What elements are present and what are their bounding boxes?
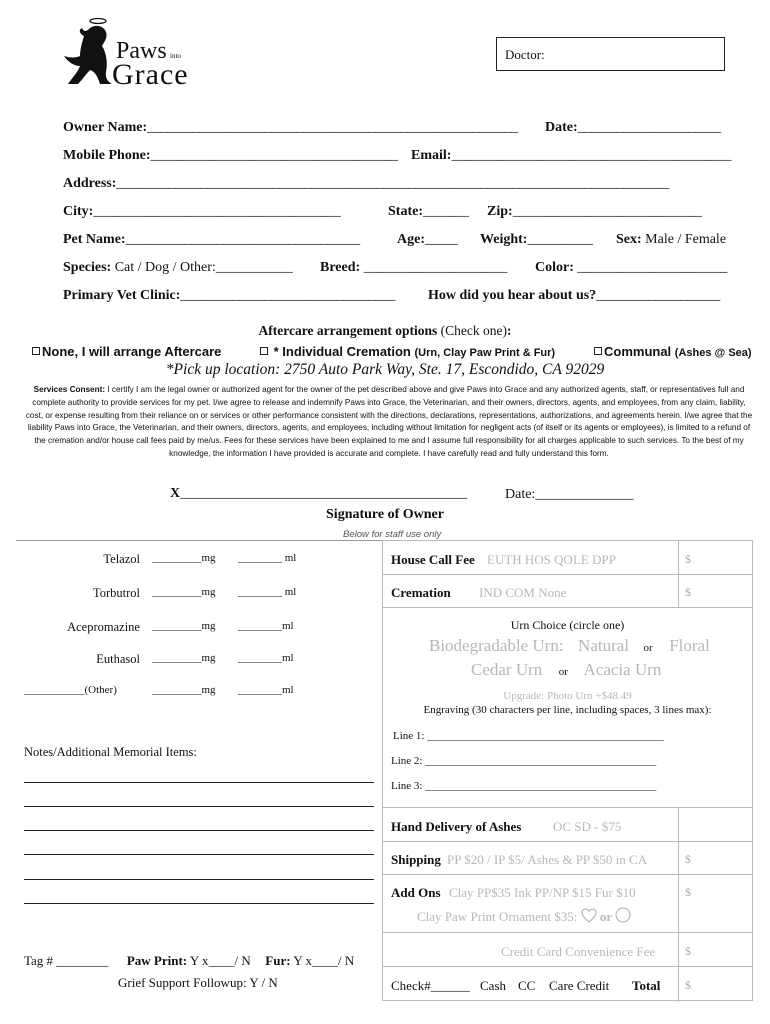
age-label: Age: bbox=[397, 232, 425, 247]
address-row bbox=[63, 176, 669, 192]
breed-input[interactable]: ______________________ bbox=[363, 260, 507, 275]
option-none[interactable] bbox=[32, 344, 221, 359]
addons-label: Add Ons bbox=[391, 885, 441, 900]
option-individual[interactable] bbox=[260, 344, 555, 359]
fur-options[interactable]: Y x____/ N bbox=[293, 953, 355, 968]
credit-card-fee-label: Credit Card Convenience Fee bbox=[501, 944, 656, 959]
doctor-field[interactable] bbox=[496, 37, 725, 71]
natural-option[interactable]: Natural bbox=[578, 636, 630, 655]
drug-ml-input[interactable]: ________ml bbox=[238, 620, 294, 632]
sex-label: Sex: bbox=[616, 232, 642, 247]
drug-row bbox=[0, 620, 370, 640]
weight-input[interactable]: __________ bbox=[527, 232, 593, 247]
sex-row bbox=[616, 232, 726, 248]
house-call-label: House Call Fee bbox=[391, 552, 475, 567]
pet-name-row bbox=[63, 232, 360, 248]
species-row bbox=[63, 260, 293, 276]
credit-card-fee-amount[interactable]: $ bbox=[685, 944, 691, 958]
drug-ml-input[interactable]: ________ml bbox=[238, 684, 294, 696]
drug-ml-input[interactable]: ________ml bbox=[238, 652, 294, 664]
care-credit-option[interactable]: Care Credit bbox=[549, 978, 610, 993]
house-call-amount[interactable]: $ bbox=[685, 552, 691, 566]
cash-option[interactable]: Cash bbox=[480, 978, 506, 993]
shipping-label: Shipping bbox=[391, 852, 441, 867]
sex-options[interactable]: Male / Female bbox=[645, 232, 727, 247]
city-row bbox=[63, 204, 340, 220]
table-row bbox=[383, 541, 752, 575]
date-row bbox=[545, 120, 721, 136]
grief-support-followup[interactable]: Grief Support Followup: Y / N bbox=[118, 975, 278, 990]
aftercare-title-colon: : bbox=[506, 323, 512, 338]
ornament-label: Clay Paw Print Ornament $35: bbox=[417, 909, 578, 924]
acacia-urn-option[interactable]: Acacia Urn bbox=[583, 660, 662, 679]
urn-line-1 bbox=[429, 636, 710, 656]
mobile-row bbox=[63, 148, 398, 164]
signature-blank[interactable]: _________________________________________ bbox=[180, 486, 468, 501]
logo-grace-text: Grace bbox=[112, 58, 189, 91]
engraving-line-1[interactable]: Line 1: ___________________________________________ bbox=[393, 730, 664, 742]
drug-row bbox=[0, 684, 370, 704]
photo-urn-upgrade[interactable]: Upgrade: Photo Urn +$48.49 bbox=[503, 690, 632, 702]
cc-option[interactable]: CC bbox=[518, 978, 536, 993]
color-label: Color: bbox=[535, 260, 574, 275]
state-input[interactable]: _______ bbox=[423, 204, 469, 219]
species-options[interactable]: Cat / Dog / Other:___________ bbox=[114, 260, 293, 275]
hand-delivery-options[interactable]: OC SD - $75 bbox=[553, 819, 622, 834]
heard-row bbox=[428, 288, 720, 304]
drug-ml-input[interactable]: ________ ml bbox=[238, 552, 297, 564]
table-row bbox=[383, 842, 752, 875]
paw-print-label: Paw Print: bbox=[126, 953, 188, 968]
drug-mg-input[interactable]: _________mg bbox=[152, 586, 216, 598]
biodegradable-urn-option[interactable]: Biodegradable Urn: bbox=[429, 636, 564, 655]
state-row bbox=[388, 204, 469, 220]
drug-name: Acepromazine bbox=[67, 620, 140, 634]
notes-line[interactable] bbox=[24, 806, 374, 807]
breed-row bbox=[320, 260, 507, 276]
floral-option[interactable]: Floral bbox=[669, 636, 710, 655]
drug-row bbox=[0, 552, 370, 572]
email-row bbox=[411, 148, 731, 164]
heard-label: How did you hear about us? bbox=[428, 288, 597, 303]
logo-paws-text: Paws bbox=[116, 38, 167, 64]
date-label: Date: bbox=[545, 120, 578, 135]
cremation-label: Cremation bbox=[391, 585, 451, 600]
pet-name-input[interactable]: ____________________________________ bbox=[125, 232, 360, 247]
urn-line-2 bbox=[471, 660, 661, 680]
primary-vet-label: Primary Vet Clinic: bbox=[63, 288, 181, 303]
shipping-amount[interactable]: $ bbox=[685, 852, 691, 866]
state-label: State: bbox=[388, 204, 423, 219]
species-label: Species: bbox=[63, 260, 112, 275]
signature-line[interactable] bbox=[170, 486, 467, 502]
notes-line[interactable] bbox=[24, 903, 374, 904]
drug-mg-input[interactable]: _________mg bbox=[152, 620, 216, 632]
drug-name: Euthasol bbox=[96, 652, 140, 666]
total-label: Total bbox=[632, 978, 661, 993]
circle-icon[interactable] bbox=[615, 907, 631, 923]
heart-icon[interactable] bbox=[581, 908, 597, 923]
city-label: City: bbox=[63, 204, 94, 219]
dog-angel-logo-icon bbox=[60, 16, 120, 88]
signature-of-owner-label: Signature of Owner bbox=[326, 507, 444, 522]
tag-row bbox=[24, 953, 354, 969]
signature-x: X bbox=[170, 486, 181, 501]
checkbox-individual[interactable] bbox=[260, 347, 268, 355]
drug-mg-input[interactable]: _________mg bbox=[152, 552, 216, 564]
drug-name: Telazol bbox=[103, 552, 140, 566]
option-individual-label: * Individual Cremation bbox=[273, 344, 411, 359]
heard-input[interactable]: ___________________ bbox=[596, 288, 720, 303]
address-input[interactable]: _____________________________________________________________________________________ bbox=[116, 176, 669, 191]
drug-mg-input[interactable]: _________mg bbox=[152, 684, 216, 696]
email-label: Email: bbox=[411, 148, 452, 163]
checkbox-none[interactable] bbox=[32, 347, 40, 355]
option-individual-sub: (Urn, Clay Paw Print & Fur) bbox=[414, 347, 556, 359]
aftercare-title-bold: Aftercare arrangement options bbox=[258, 323, 438, 338]
services-consent bbox=[24, 384, 754, 461]
drug-ml-input[interactable]: ________ ml bbox=[238, 586, 297, 598]
table-row bbox=[383, 933, 752, 967]
ornament-or: or bbox=[599, 909, 613, 924]
notes-label: Notes/Additional Memorial Items: bbox=[24, 745, 197, 759]
payment-row bbox=[383, 967, 752, 1001]
notes-line[interactable] bbox=[24, 854, 374, 855]
paws-into-grace-logo bbox=[60, 16, 200, 91]
notes-line[interactable] bbox=[24, 830, 374, 831]
drug-other-input[interactable]: ___________(Other) bbox=[24, 684, 117, 696]
consent-label: Services Consent: bbox=[33, 385, 106, 394]
check-number-input[interactable]: Check#______ bbox=[391, 978, 470, 993]
option-communal-sub: (Ashes @ Sea) bbox=[674, 347, 752, 359]
owner-name-input[interactable]: _________________________________________________________ bbox=[147, 120, 518, 135]
city-input[interactable]: ______________________________________ bbox=[93, 204, 341, 219]
urn-choice-label: Urn Choice (circle one) bbox=[510, 618, 625, 632]
owner-name-label: Owner Name: bbox=[63, 120, 148, 135]
owner-name-row bbox=[63, 120, 518, 136]
signature-date[interactable] bbox=[505, 487, 633, 503]
doctor-label: Doctor: bbox=[505, 47, 545, 62]
weight-label: Weight: bbox=[480, 232, 528, 247]
house-call-options[interactable]: EUTH HOS QOLE DPP bbox=[487, 552, 616, 567]
staff-use-label: Below for staff use only bbox=[343, 529, 442, 540]
ornament-row[interactable] bbox=[417, 907, 631, 925]
option-communal-label: Communal bbox=[604, 344, 672, 359]
engraving-line-2[interactable]: Line 2: __________________________________________ bbox=[391, 755, 657, 767]
table-row bbox=[383, 808, 752, 842]
primary-vet-row bbox=[63, 288, 395, 304]
checkbox-communal[interactable] bbox=[594, 347, 602, 355]
aftercare-title bbox=[0, 323, 770, 339]
cedar-urn-option[interactable]: Cedar Urn bbox=[471, 660, 543, 679]
zip-input[interactable]: _____________________________ bbox=[512, 204, 702, 219]
mobile-input[interactable]: ______________________________________ bbox=[150, 148, 398, 163]
notes-line[interactable] bbox=[24, 879, 374, 880]
tag-input[interactable]: Tag # ________ bbox=[24, 953, 109, 968]
urn-section bbox=[383, 608, 752, 808]
table-row bbox=[383, 875, 752, 933]
signature-date-blank[interactable]: ______________ bbox=[535, 487, 634, 502]
drug-name: Torbutrol bbox=[92, 586, 140, 600]
staff-fee-table bbox=[382, 540, 753, 1001]
engraving-instructions: Engraving (30 characters per line, including spaces, 3 lines max): bbox=[423, 704, 712, 716]
drug-row bbox=[0, 652, 370, 672]
addons-amount[interactable]: $ bbox=[685, 885, 691, 899]
drug-mg-input[interactable]: _________mg bbox=[152, 652, 216, 664]
weight-row bbox=[480, 232, 592, 248]
color-row bbox=[535, 260, 727, 276]
table-row bbox=[383, 575, 752, 608]
option-none-label: None, I will arrange Aftercare bbox=[42, 344, 222, 359]
age-input[interactable]: _____ bbox=[425, 232, 458, 247]
option-communal[interactable] bbox=[594, 344, 752, 359]
engraving-line-3[interactable]: Line 3: __________________________________________ bbox=[391, 780, 657, 792]
primary-vet-input[interactable]: _________________________________ bbox=[180, 288, 395, 303]
total-amount[interactable]: $ bbox=[685, 978, 691, 992]
email-input[interactable]: ___________________________________________ bbox=[451, 148, 731, 163]
cremation-amount[interactable]: $ bbox=[685, 585, 691, 599]
paw-print-options[interactable]: Y x____/ N bbox=[189, 953, 251, 968]
signature-date-label: Date: bbox=[505, 487, 536, 502]
pet-name-label: Pet Name: bbox=[63, 232, 126, 247]
shipping-options[interactable]: PP $20 / IP $5/ Ashes & PP $50 in CA bbox=[447, 852, 648, 867]
breed-label: Breed: bbox=[320, 260, 361, 275]
hand-delivery-label: Hand Delivery of Ashes bbox=[391, 819, 522, 834]
addons-options[interactable]: Clay PP$35 Ink PP/NP $15 Fur $10 bbox=[449, 885, 636, 900]
drug-row bbox=[0, 586, 370, 606]
cremation-options[interactable]: IND COM None bbox=[479, 585, 567, 600]
notes-line[interactable] bbox=[24, 782, 374, 783]
consent-text: I certify I am the legal owner or authorized agent for the owner of the pet described above and give Paws into Grace and any authorized agents, staff, or representatives full and complete authority to provide services for my pet. I/we agree to release and indemnify Paws into Grace, the Veterinarian, and their owners, directors, agents, and employees, from any claim, liability, cost, or expense resulting from their reliance on or services or other performance consistent with the directions, declarations, representations, authorizations, and agreements herein. I/we agree that the liability Paws into Grace, the Veterinarian, and their owners, directors, agents, and employees, including without limitation for negligent acts (of itself or its agents or employees), is limited to a refund of the cremation and/or house call fees paid by me/us. Fees for these services have been explained to me and I assume full responsibility for all charges applicable to such services. To the best of my knowledge, the information I have provided is accurate and complete. I have carefully read and fully understand this form. bbox=[25, 385, 753, 458]
urn-or-text: or bbox=[643, 642, 653, 654]
logo-into-text: into bbox=[170, 52, 181, 60]
fur-label: Fur: bbox=[265, 953, 291, 968]
zip-label: Zip: bbox=[487, 204, 513, 219]
color-input[interactable]: _______________________ bbox=[577, 260, 727, 275]
zip-row bbox=[487, 204, 701, 220]
pickup-location: *Pick up location: 2750 Auto Park Way, Ste. 17, Escondido, CA 92029 bbox=[165, 361, 605, 378]
aftercare-title-note: (Check one) bbox=[440, 323, 507, 338]
date-input[interactable]: ______________________ bbox=[577, 120, 721, 135]
mobile-label: Mobile Phone: bbox=[63, 148, 151, 163]
urn-or-text: or bbox=[558, 666, 568, 678]
address-label: Address: bbox=[63, 176, 117, 191]
age-row bbox=[397, 232, 458, 248]
